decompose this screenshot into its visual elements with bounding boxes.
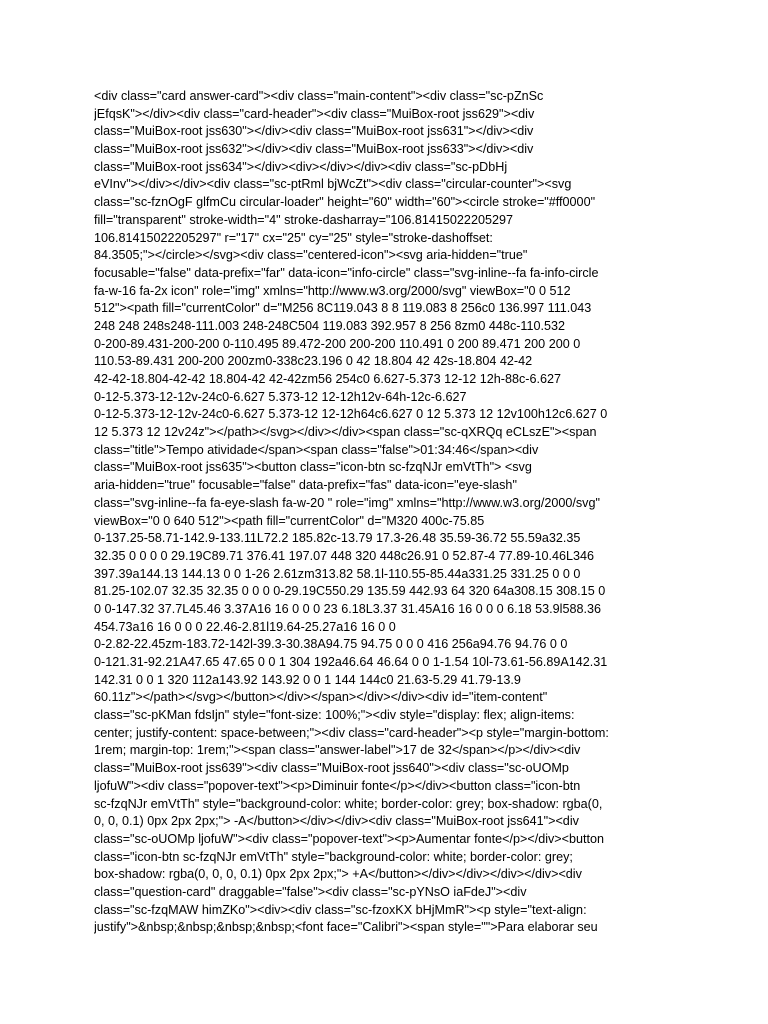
- document-text-line: box-shadow: rgba(0, 0, 0, 0.1) 0px 2px 2px;"> +A</button></div></div></div></div><div: [94, 867, 582, 882]
- document-text-line: 84.3505;"></circle></svg><div class="centered-icon"><svg aria-hidden="true": [94, 248, 528, 263]
- document-text-line: 12 5.373 12 12v24z"></path></svg></div></div><span class="sc-qXRQq eCLszE"><span: [94, 425, 597, 440]
- document-text: [94, 88, 680, 937]
- document-text-line: 1rem; margin-top: 1rem;"><span class="answer-label">17 de 32</span></p></div><div: [94, 743, 581, 758]
- document-text-line: class="sc-pKMan fdsIjn" style="font-size: 100%;"><div style="display: flex; align-items:: [94, 708, 575, 723]
- document-text-line: class="sc-oUOMp ljofuW"><div class="popover-text"><p>Aumentar fonte</p></div><button: [94, 831, 605, 846]
- document-text-line: sc-fzqNJr emVtTh" style="background-color: white; border-color: grey; box-shadow: rgba(0,: [94, 796, 603, 811]
- document-text-line: 106.81415022205297" r="17" cx="25" cy="25" style="stroke-dashoffset:: [94, 230, 493, 245]
- document-text-line: jEfqsK"></div><div class="card-header"><div class="MuiBox-root jss629"><div: [94, 106, 535, 121]
- document-text-line: class="MuiBox-root jss634"></div><div></div></div><div class="sc-pDbHj: [94, 159, 508, 174]
- document-text-line: class="icon-btn sc-fzqNJr emVtTh" style="background-color: white; border-color: grey;: [94, 849, 573, 864]
- document-text-line: class="title">Tempo atividade</span><span class="false">01:34:46</span><div: [94, 442, 539, 457]
- document-text-line: focusable="false" data-prefix="far" data-icon="info-circle" class="svg-inline--fa fa-info-circle: [94, 265, 599, 280]
- document-text-line: aria-hidden="true" focusable="false" data-prefix="fas" data-icon="eye-slash": [94, 478, 517, 493]
- document-text-line: <div class="card answer-card"><div class="main-content"><div class="sc-pZnSc: [94, 89, 544, 103]
- document-text-line: class="sc-fzqMAW himZKo"><div><div class="sc-fzoxKX bHjMmR"><p style="text-align:: [94, 902, 587, 917]
- document-text-line: 0-137.25-58.71-142.9-133.11L72.2 185.82c-13.79 17.3-26.48 35.59-36.72 55.59a32.35: [94, 531, 581, 546]
- document-text-line: 0-12-5.373-12-12v-24c0-6.627 5.373-12 12-12h12v-64h-12c-6.627: [94, 389, 467, 404]
- document-text-line: 0-200-89.431-200-200 0-110.495 89.472-200 200-200 110.491 0 200 89.471 200 200 0: [94, 336, 581, 351]
- document-text-line: 32.35 0 0 0 0 29.19C89.71 376.41 197.07 448 320 448c26.91 0 52.87-4 77.89-10.46L346: [94, 548, 594, 563]
- document-text-line: class="MuiBox-root jss635"><button class="icon-btn sc-fzqNJr emVtTh"> <svg: [94, 460, 532, 475]
- document-text-line: 248 248 248s248-111.003 248-248C504 119.083 392.957 8 256 8zm0 448c-110.532: [94, 318, 566, 333]
- document-text-line: center; justify-content: space-between;"><div class="card-header"><p style="margin-bottom:: [94, 725, 609, 740]
- document-text-line: ljofuW"><div class="popover-text"><p>Diminuir fonte</p></div><button class="icon-btn: [94, 778, 581, 793]
- document-text-line: fa-w-16 fa-2x icon" role="img" xmlns="http://www.w3.org/2000/svg" viewBox="0 0 512: [94, 283, 571, 298]
- document-text-line: 397.39a144.13 144.13 0 0 1-26 2.61zm313.82 58.1l-110.55-85.44a331.25 331.25 0 0 0: [94, 566, 581, 581]
- document-text-line: 0, 0, 0.1) 0px 2px 2px;"> -A</button></div></div><div class="MuiBox-root jss641"><div: [94, 814, 579, 829]
- document-text-line: 142.31 0 0 1 320 112a143.92 143.92 0 0 1 144 144c0 21.63-5.29 41.79-13.9: [94, 672, 521, 687]
- document-text-line: 110.53-89.431 200-200 200zm0-338c23.196 0 42 18.804 42 42s-18.804 42-42: [94, 354, 533, 369]
- document-text-line: 81.25-102.07 32.35 32.35 0 0 0 0-29.19C550.29 135.59 442.93 64 320 64a308.15 308.15 0: [94, 584, 606, 599]
- document-text-line: 42-42-18.804-42-42 18.804-42 42-42zm56 254c0 6.627-5.373 12-12 12h-88c-6.627: [94, 372, 562, 386]
- document-text-line: class="question-card" draggable="false"><div class="sc-pYNsO iaFdeJ"><div: [94, 884, 527, 899]
- document-text-line: class="sc-fznOgF glfmCu circular-loader" height="60" width="60"><circle stroke="#ff0000": [94, 195, 596, 210]
- document-text-line: 0-12-5.373-12-12v-24c0-6.627 5.373-12 12-12h64c6.627 0 12 5.373 12 12v100h12c6.627 0: [94, 407, 608, 422]
- document-text-line: class="MuiBox-root jss632"></div><div class="MuiBox-root jss633"></div><div: [94, 142, 534, 157]
- document-text-line: 0 0-147.32 37.7L45.46 3.37A16 16 0 0 0 23 6.18L3.37 31.45A16 16 0 0 0 6.18 53.9l588.36: [94, 601, 601, 616]
- document-text-line: class="MuiBox-root jss630"></div><div class="MuiBox-root jss631"></div><div: [94, 124, 534, 139]
- document-text-line: 60.11z"></path></svg></button></div></span></div></div><div id="item-content": [94, 690, 548, 705]
- document-text-line: 454.73a16 16 0 0 0 22.46-2.81l19.64-25.27a16 16 0 0: [94, 619, 396, 634]
- document-text-line: 0-121.31-92.21A47.65 47.65 0 0 1 304 192a46.64 46.64 0 0 1-1.54 10l-73.61-56.89A142.31: [94, 655, 608, 669]
- document-text-line: viewBox="0 0 640 512"><path fill="currentColor" d="M320 400c-75.85: [94, 513, 485, 528]
- document-text-line: 512"><path fill="currentColor" d="M256 8C119.043 8 8 119.083 8 256c0 136.997 111.043: [94, 301, 592, 316]
- document-text-line: justify">&nbsp;&nbsp;&nbsp;&nbsp;<font face="Calibri"><span style="">Para elaborar seu: [94, 920, 598, 935]
- document-text-line: eVInv"></div></div><div class="sc-ptRml bjWcZt"><div class="circular-counter"><svg: [94, 177, 572, 192]
- document-text-line: class="svg-inline--fa fa-eye-slash fa-w-20 " role="img" xmlns="http://www.w3.org/2000/svg": [94, 495, 600, 510]
- document-text-line: class="MuiBox-root jss639"><div class="MuiBox-root jss640"><div class="sc-oUOMp: [94, 761, 569, 776]
- document-text-line: 0-2.82-22.45zm-183.72-142l-39.3-30.38A94.75 94.75 0 0 0 416 256a94.76 94.76 0 0: [94, 637, 568, 652]
- document-text-line: fill="transparent" stroke-width="4" stroke-dasharray="106.81415022205297: [94, 212, 513, 227]
